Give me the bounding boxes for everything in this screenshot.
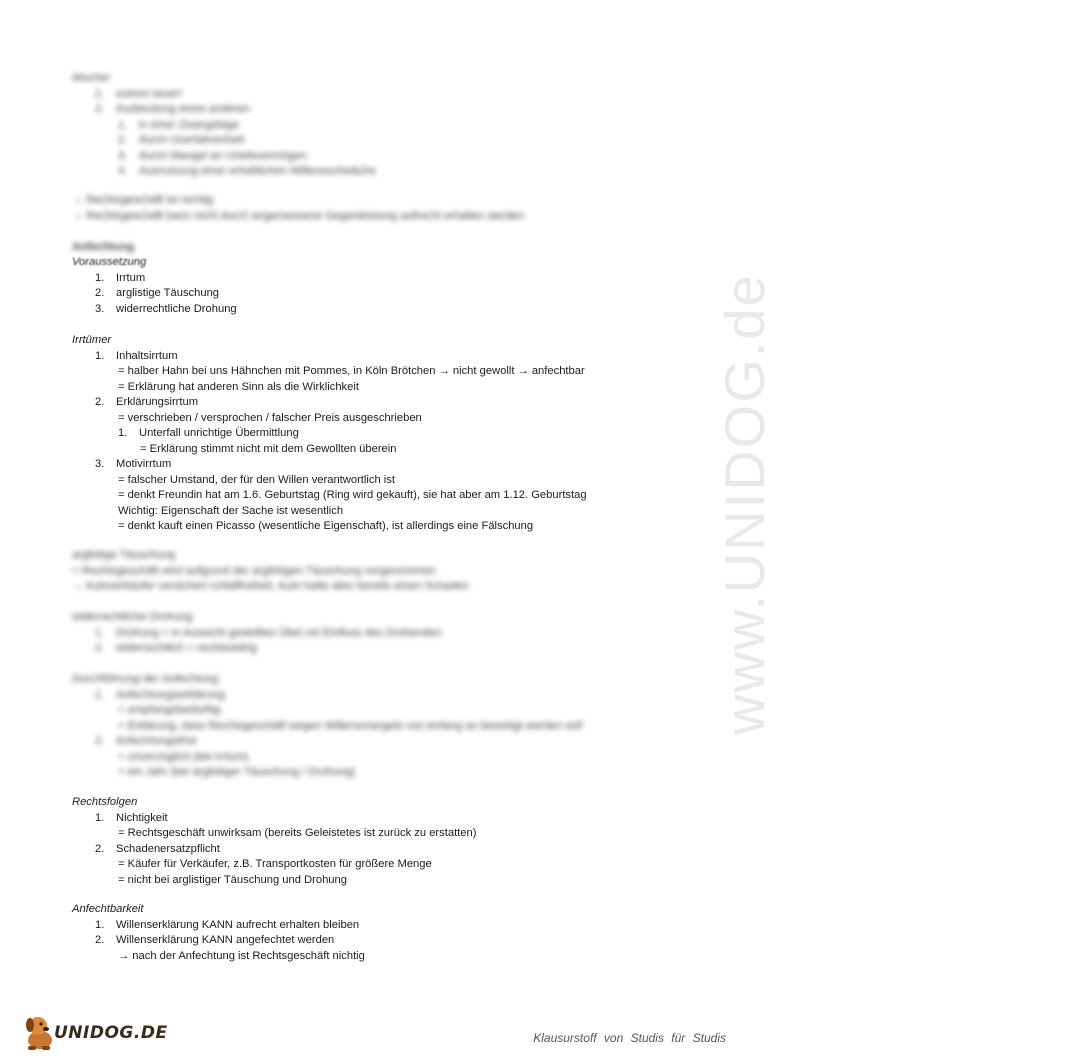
watermark: www.UNIDOG.de <box>713 273 776 735</box>
detail-line: = halber Hahn bei uns Hähnchen mit Pommes, in Köln Brötchen → nicht gewollt → anfechtbar <box>118 365 585 377</box>
blurred-arglist-section <box>0 548 690 595</box>
detail-line: = Rechtsgeschäft wird aufgrund der arglistigen Täuschung vorgenommen <box>72 564 436 577</box>
list-item: 2. widerrechtlich = rechtswidrig <box>95 642 257 654</box>
list-item: 1. extrem teuer! <box>95 87 182 100</box>
dog-mascot-icon <box>22 1012 58 1052</box>
arglist-heading: arglistige Täuschung <box>72 549 176 561</box>
detail-line: = unverzüglich (bei Irrtum) <box>118 750 249 763</box>
note-line: → Rechtsgeschäft ist nichtig <box>72 194 214 206</box>
list-item: 2. durch Unerfahrenheit <box>118 134 245 146</box>
unidog-logo <box>22 1012 182 1052</box>
voraussetzung-heading: Voraussetzung <box>72 256 147 268</box>
rechtsfolgen-heading: Rechtsfolgen <box>72 796 138 808</box>
drohung-heading: widerrechtliche Drohung <box>72 611 193 623</box>
list-item: 3. durch Mangel an Urteilsvermögen <box>118 149 307 162</box>
irrtuemer-section <box>0 333 690 535</box>
list-item: 2. arglistige Täuschung <box>95 287 220 299</box>
blurred-notes <box>0 193 690 224</box>
wucher-heading: Wucher <box>72 72 111 84</box>
detail-line: = denkt Freundin hat am 1.6. Geburtstag (Ring wird gekauft), sie hat aber am 1.12. Geburtstag <box>118 489 587 501</box>
durchfuehrung-heading: Durchführung der Anfechtung <box>72 673 219 685</box>
detail-line: = verschrieben / versprochen / falscher Preis ausgeschrieben <box>118 411 422 424</box>
detail-line: = nicht bei arglistiger Täuschung und Drohung <box>118 873 347 886</box>
detail-line: = Käufer für Verkäufer, z.B. Transportkosten für größere Menge <box>118 858 432 870</box>
list-item: 1. Willenserklärung KANN aufrecht erhalten bleiben <box>95 918 360 931</box>
irrtuemer-heading: Irrtümer <box>72 334 112 346</box>
detail-line: Wichtig: Eigenschaft der Sache ist wesentlich <box>118 504 344 517</box>
list-item: 1. Drohung = in Aussicht gestelltes Übel mit Einfluss des Drohenden <box>95 626 442 639</box>
list-item: 1. Anfechtungserklärung <box>95 688 225 701</box>
anfechtbarkeit-heading: Anfechtbarkeit <box>72 903 144 915</box>
detail-line: = empfangsbedürftig <box>118 704 221 716</box>
note-line: → Rechtsgeschäft kann nicht durch angemessene Gegenleistung aufrecht erhalten werden <box>72 209 525 222</box>
detail-line: = ein Jahr (bei arglistiger Täuschung / Drohung) <box>118 766 356 778</box>
footer-tagline: Klausurstoff von Studis für Studis <box>533 1031 726 1045</box>
list-item: 4. Ausnutzung einer erheblichen Willensschwäche <box>118 165 376 177</box>
detail-line: → nach der Anfechtung ist Rechtsgeschäft nichtig <box>118 949 365 962</box>
detail-line: = Erklärung hat anderen Sinn als die Wirklichkeit <box>118 380 359 393</box>
list-item: 3. Motivirrtum <box>95 458 172 470</box>
anfechtbarkeit-section <box>0 902 690 964</box>
detail-line: = denkt kauft einen Picasso (wesentliche Eigenschaft), ist allerdings eine Fälschung <box>118 520 534 532</box>
blurred-durchfuehrung-section <box>0 672 690 781</box>
list-item: 1. Nichtigkeit <box>95 811 168 824</box>
list-item: 2. Ausbeutung eines anderen <box>95 103 250 115</box>
blurred-drohung-section <box>0 610 690 657</box>
voraussetzung-section <box>0 255 690 317</box>
detail-line: = Erklärung stimmt nicht mit dem Gewollten überein <box>140 442 397 455</box>
detail-line: → Autoverkäufer versichert Unfallfreiheit, Auto hatte aber bereits einen Schaden <box>72 580 469 592</box>
list-item: 2. Erklärungsirrtum <box>95 396 199 408</box>
list-item: 2. Schadenersatzpflicht <box>95 842 220 855</box>
detail-line: = Rechtsgeschäft unwirksam (bereits Geleistetes ist zurück zu erstatten) <box>118 827 477 839</box>
list-item: 1. Irrtum <box>95 271 146 284</box>
section-heading: Anfechtung <box>72 241 135 253</box>
list-item: 1. in einer Zwangslage <box>118 118 240 131</box>
rechtsfolgen-section <box>0 795 690 888</box>
detail-line: = falscher Umstand, der für den Willen verantwortlich ist <box>118 473 395 486</box>
list-item: 1. Inhaltsirrtum <box>95 349 178 362</box>
list-item: 1. Unterfall unrichtige Übermittlung <box>118 427 299 439</box>
list-item: 2. Willenserklärung KANN angefechtet werden <box>95 934 335 946</box>
logo-text: UNIDOG.DE <box>54 1023 168 1043</box>
detail-line: = Erklärung, dass Rechtsgeschäft wegen Willensmangels von Anfang an beseitigt werden soll <box>118 719 583 732</box>
list-item: 2. Anfechtungsfrist <box>95 735 197 747</box>
blurred-wucher-section <box>0 71 690 180</box>
blurred-section-heading <box>0 240 690 256</box>
list-item: 3. widerrechtliche Drohung <box>95 302 237 315</box>
